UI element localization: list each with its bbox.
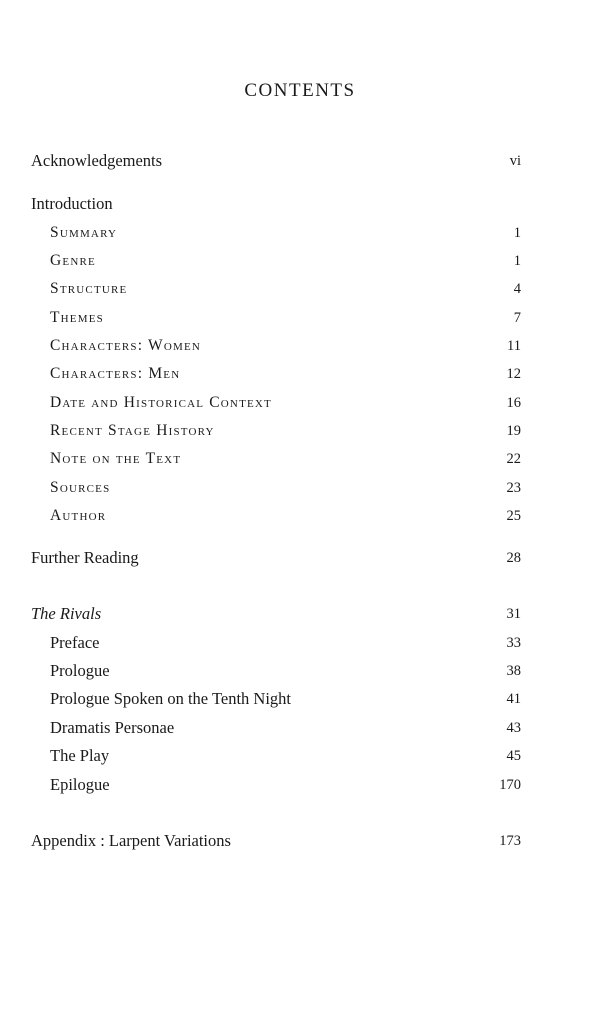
toc-entry-dramatis-personae — [0, 716, 600, 740]
toc-entry-label: Appendix : Larpent Variations — [31, 831, 231, 850]
toc-entry-page: 43 — [506, 720, 521, 736]
toc-entry-page: 16 — [506, 395, 521, 411]
toc-entry-label: Characters: Women — [50, 337, 202, 354]
toc-entry-page: 28 — [506, 550, 521, 566]
toc-entry-genre — [0, 249, 600, 273]
toc-entry-structure — [0, 277, 600, 301]
toc-entry-date-context — [0, 391, 600, 415]
toc-entry-page: 11 — [507, 338, 521, 354]
toc-entry-label: Date and Historical Context — [50, 394, 272, 411]
toc-entry-label: Sources — [50, 479, 111, 496]
toc-entry-label: Summary — [50, 224, 118, 241]
toc-entry-label: The Play — [50, 746, 110, 765]
toc-entry-prologue-tenth-night — [0, 687, 600, 711]
toc-entry-themes — [0, 306, 600, 330]
toc-entry-characters-men — [0, 362, 600, 386]
toc-entry-page: 22 — [506, 451, 521, 467]
toc-entry-page: 4 — [513, 281, 521, 297]
toc-entry-label: The Rivals — [31, 604, 102, 623]
toc-entry-introduction — [0, 192, 600, 216]
toc-entry-page: vi — [509, 153, 521, 169]
toc-entry-page: 41 — [506, 691, 521, 707]
toc-entry-characters-women — [0, 334, 600, 358]
toc-entry-label: Characters: Men — [50, 365, 181, 382]
toc-entry-the-play — [0, 744, 600, 768]
toc-entry-label: Introduction — [31, 194, 113, 213]
toc-entry-page: 173 — [499, 833, 521, 849]
toc-entry-label: Prologue Spoken on the Tenth Night — [50, 689, 291, 708]
toc-entry-label: Note on the Text — [50, 450, 182, 467]
toc-entry-page: 1 — [513, 225, 521, 241]
toc-entry-the-rivals — [0, 602, 600, 626]
toc-entry-page: 7 — [513, 310, 521, 326]
toc-entry-page: 33 — [506, 635, 521, 651]
toc-entry-preface — [0, 631, 600, 655]
toc-entry-label: Genre — [50, 252, 96, 269]
page-title: CONTENTS — [244, 80, 356, 101]
toc-entry-summary — [0, 221, 600, 245]
toc-entry-label: Further Reading — [31, 548, 139, 567]
toc-entry-label: Author — [50, 507, 107, 524]
toc-entry-author — [0, 504, 600, 528]
toc-entry-label: Structure — [50, 280, 128, 297]
toc-entry-page: 23 — [506, 480, 521, 496]
toc-entry-page: 12 — [506, 366, 521, 382]
toc-entry-label: Prologue — [50, 661, 110, 680]
toc-entry-page: 31 — [506, 606, 521, 622]
toc-entry-page: 45 — [506, 748, 521, 764]
toc-entry-page: 19 — [506, 423, 521, 439]
toc-entry-label: Themes — [50, 309, 104, 326]
toc-entry-stage-history — [0, 419, 600, 443]
toc-entry-page: 25 — [506, 508, 521, 524]
toc-entry-prologue — [0, 659, 600, 683]
toc-entry-label: Dramatis Personae — [50, 718, 175, 737]
toc-entry-page: 170 — [499, 777, 521, 793]
toc-entry-label: Preface — [50, 633, 100, 652]
toc-entry-label: Acknowledgements — [31, 151, 163, 170]
toc-entry-appendix — [0, 829, 600, 853]
toc-entry-label: Recent Stage History — [50, 422, 215, 439]
toc-entry-note-text — [0, 447, 600, 471]
toc-entry-label: Epilogue — [50, 775, 110, 794]
toc-entry-further-reading — [0, 546, 600, 570]
toc-entry-epilogue — [0, 773, 600, 797]
toc-entry-acknowledgements — [0, 149, 600, 173]
toc-entry-page: 38 — [506, 663, 521, 679]
toc-entry-page: 1 — [513, 253, 521, 269]
toc-entry-sources — [0, 476, 600, 500]
